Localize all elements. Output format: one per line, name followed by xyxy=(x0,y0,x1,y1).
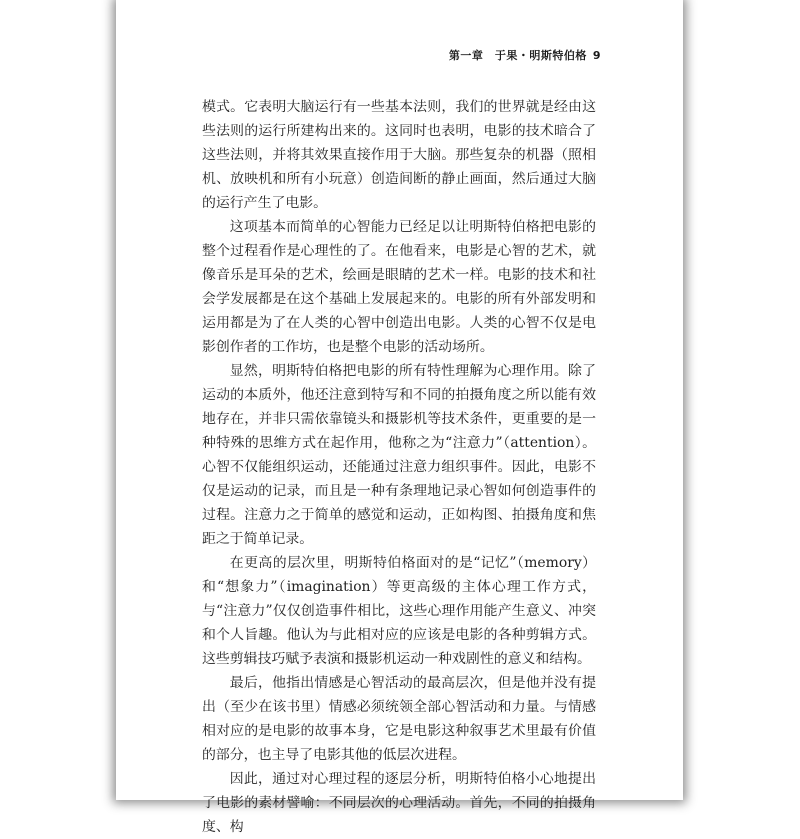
paragraph: 最后，他指出情感是心智活动的最高层次，但是他并没有提出（至少在该书里）情感必须统领全部心智活动和力量。与情感相对应的是电影的故事本身，它是电影这种叙事艺术里最有价值的部分，也主导了电影其他的低层次进程。 xyxy=(202,675,596,763)
book-page xyxy=(116,0,683,835)
paragraph: 在更高的层次里，明斯特伯格面对的是“记忆”（memory）和“想象力”（imagination）等更高级的主体心理工作方式，与“注意力”仅仅创造事件相比，这些心理作用能产生意义、冲突和个人旨趣。他认为与此相对应的应该是电影的各种剪辑方式。这些剪辑技巧赋予表演和摄影机运动一种戏剧性的意义和结构。 xyxy=(202,555,596,667)
paragraph: 显然，明斯特伯格把电影的所有特性理解为心理作用。除了运动的本质外，他还注意到特写和不同的拍摄角度之所以能有效地存在，并非只需依靠镜头和摄影机等技术条件，更重要的是一种特殊的思维方式在起作用，他称之为“注意力”（attention）。心智不仅能组织运动，还能通过注意力组织事件。因此，电影不仅是运动的记录，而且是一种有条理地记录心智如何创造事件的过程。注意力之于简单的感觉和运动，正如构图、拍摄角度和焦距之于简单记录。 xyxy=(202,363,596,547)
paragraph-continued: 模式。它表明大脑运行有一些基本法则，我们的世界就是经由这些法则的运行所建构出来的。这同时也表明，电影的技术暗合了这些法则，并将其效果直接作用于大脑。那些复杂的机器（照相机、放映机和所有小玩意）创造间断的静止画面，然后通过大脑的运行产生了电影。 xyxy=(202,99,596,211)
body-text xyxy=(202,95,596,839)
chapter-title: 第一章 于果・明斯特伯格 xyxy=(448,49,587,62)
paragraph: 因此，通过对心理过程的逐层分析，明斯特伯格小心地提出了电影的素材譬喻：不同层次的心理活动。首先，不同的拍摄角度、构 xyxy=(202,771,596,835)
page-number: 9 xyxy=(592,49,601,62)
paragraph: 这项基本而简单的心智能力已经足以让明斯特伯格把电影的整个过程看作是心理性的了。在他看来，电影是心智的艺术，就像音乐是耳朵的艺术，绘画是眼睛的艺术一样。电影的技术和社会学发展都是在这个基础上发展起来的。电影的所有外部发明和运用都是为了在人类的心智中创造出电影。人类的心智不仅是电影创作者的工作坊，也是整个电影的活动场所。 xyxy=(202,219,596,355)
running-header xyxy=(449,47,601,63)
